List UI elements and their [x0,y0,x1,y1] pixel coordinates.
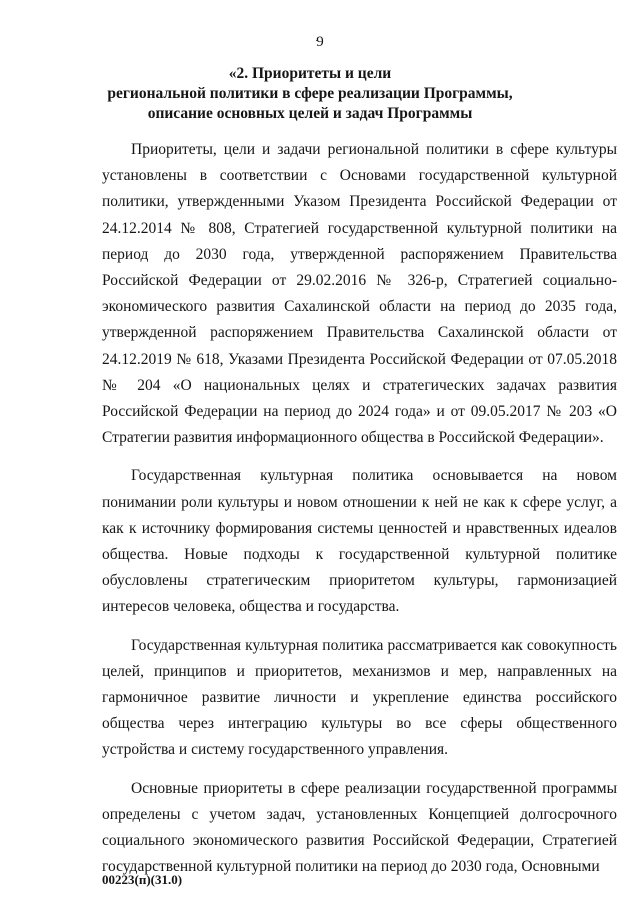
page-number: 9 [316,34,324,50]
paragraph-3: Государственная культурная политика рассматривается как совокупность целей, принципов и приоритетов, механизмов и мер, направленных на гармоничное развитие личности и укрепление единства российского общества через интеграцию культуры во все сферы общественного устройства и систему государственного управления. [102,636,617,759]
body-text [102,137,617,892]
heading-line-2: региональной политики в сфере реализации Программы, [107,85,513,102]
section-heading [90,64,530,124]
heading-line-1: «2. Приоритеты и цели [228,65,392,82]
heading-line-3: описание основных целей и задач Программы [147,105,473,122]
paragraph-4: Основные приоритеты в сфере реализации государственной программы определены с учетом задач, установленных Концепцией долгосрочного социального экономического развития Российской Федерации, Стратегией государственной культурной политики на период до 2030 года, Основными [102,779,617,876]
paragraph-2: Государственная культурная политика основывается на новом понимании роли культуры и новом отношении к ней не как к сфере услуг, а как к источнику формирования системы ценностей и нравственных идеалов общества. Новые подходы к государственной культурной политике обусловлены стратегическим приоритетом культуры, гармонизацией интересов человека, общества и государства. [102,467,617,616]
paragraph-1: Приоритеты, цели и задачи региональной политики в сфере культуры установлены в соответствии с Основами государственной культурной политики, утвержденными Указом Президента Российской Федерации от 24.12.2014 № 808, Стратегией государственной культурной политики на период до 2030 года, утвержденной распоряжением Правительства Российской Федерации от 29.02.2016 № 326-р, Стратегией социально-экономического развития Сахалинской области на период до 2035 года, утвержденной распоряжением Правительства Сахалинской области от 24.12.2019 № 618, Указами Президента Российской Федерации от 07.05.2018 № 204 «О национальных целях и стратегических задачах развития Российской Федерации на период до 2024 года» и от 09.05.2017 № 203 «О Стратегии развития информационного общества в Российской Федерации». [102,141,617,447]
document-code: 00223(п)(31.0) [102,872,183,887]
